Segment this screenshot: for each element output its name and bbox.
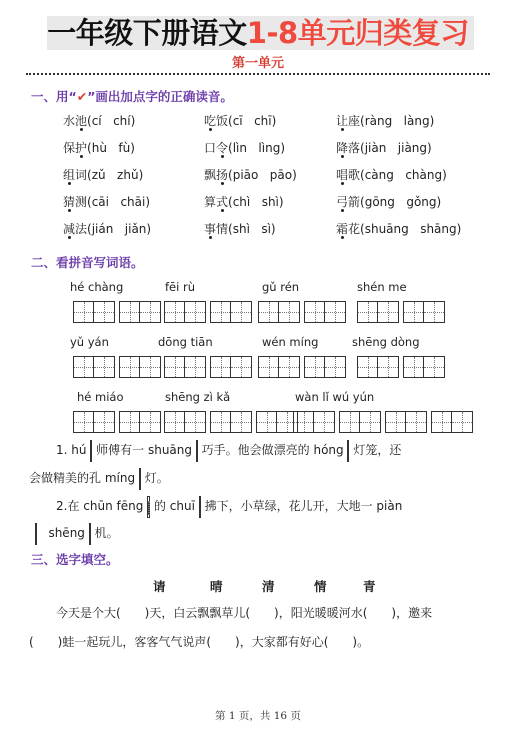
pinyin-label: shén me [357,280,407,294]
candidate-char: 请 [153,579,166,594]
character-box[interactable] [73,411,115,433]
target-word: 组词 [63,168,88,182]
reading-options[interactable]: (jián jiǎn) [87,222,152,236]
reading-options[interactable]: (zǔ zhǔ) [87,168,144,182]
s2-text-c: 拂下，小草绿，花儿开，大地一 piàn [204,499,403,513]
s1-text-f: 灯。 [144,471,169,485]
pronunciation-item [63,194,150,210]
section2-heading: 二、看拼音写词语。 [31,255,144,270]
check-icon: ✔ [76,89,88,104]
pinyin-label: wàn lǐ wú yún [295,390,375,404]
section1-heading [31,89,233,105]
target-word: 减法 [63,222,88,236]
fill-line-2: ( )蛙一起玩儿，客客气气说声( )，大家都有好心( )。 [29,635,370,649]
s2-text-b: 的 chuī [153,499,195,513]
pronunciation-item [336,140,432,156]
pinyin-label: hé miáo [77,390,124,404]
target-word: 猜测 [63,195,88,209]
reading-options[interactable]: (lìn lìng) [228,141,286,155]
character-box[interactable] [339,411,381,433]
sentence-1-line-1 [56,439,401,462]
writing-box[interactable] [139,468,141,490]
target-word: 让座 [336,114,361,128]
target-word: 水池 [63,114,88,128]
s1-text-e: 会做精美的孔 míng [29,471,136,485]
character-box[interactable] [431,411,473,433]
candidate-char: 青 [363,579,376,594]
pronunciation-item [204,221,276,237]
pronunciation-item [63,221,151,237]
candidate-char: 清 [262,579,275,594]
target-word: 保护 [63,141,88,155]
reading-options[interactable]: (hù fù) [87,141,135,155]
character-box[interactable] [304,356,346,378]
character-box[interactable] [304,301,346,323]
pronunciation-item [63,167,143,183]
s1-text-b: 师傅有一 shuāng [96,443,192,457]
writing-box[interactable] [347,440,349,462]
character-box[interactable] [73,301,115,323]
character-box[interactable] [210,411,252,433]
sentence-1-line-2 [29,467,169,490]
reading-options[interactable]: (shuāng shāng) [360,222,462,236]
candidate-char: 情 [314,579,327,594]
pronunciation-item [63,140,135,156]
target-word: 霜花 [336,222,361,236]
target-word: 飘扬 [204,168,229,182]
target-word: 算式 [204,195,229,209]
sentence-2-line-1 [56,495,402,518]
character-box[interactable] [164,356,206,378]
title-part1: 一年级下册语文 [47,16,247,50]
s1-text-c: 巧手。他会做漂亮的 hóng [201,443,344,457]
target-word: 吃饭 [204,114,229,128]
target-word: 口令 [204,141,229,155]
character-box[interactable] [164,301,206,323]
character-box[interactable] [256,411,298,433]
pronunciation-item [336,167,447,183]
s2-text-a: 2.在 chūn fēng [56,499,144,513]
reading-options[interactable]: (ràng làng) [360,114,435,128]
pinyin-label: fēi rù [165,280,195,294]
writing-box[interactable] [147,496,150,518]
section3-heading: 三、选字填空。 [31,552,119,567]
writing-box[interactable] [196,440,198,462]
dotted-divider [26,73,490,75]
character-box[interactable] [164,411,206,433]
pronunciation-item [204,113,276,129]
character-box[interactable] [357,356,399,378]
reading-options[interactable]: (shì sì) [228,222,276,236]
candidate-char: 晴 [210,579,223,594]
reading-options[interactable]: (cī chī) [228,114,277,128]
pronunciation-item [204,140,285,156]
pinyin-label: hé chàng [70,280,124,294]
pinyin-label: shēng dòng [352,335,420,349]
pronunciation-item [63,113,135,129]
pronunciation-item [204,167,297,183]
character-box[interactable] [258,356,300,378]
page-title [0,14,516,52]
reading-options[interactable]: (jiàn jiàng) [360,141,432,155]
character-box[interactable] [119,411,161,433]
section1-heading-post: ”画出加点字的正确读音。 [87,89,233,104]
pinyin-label: gǔ rén [262,280,300,294]
character-box[interactable] [119,301,161,323]
character-box[interactable] [258,301,300,323]
s2-text-d: shēng [48,526,85,540]
fill-line-1: 今天是个大( )天，白云飘飘草儿( )，阳光暖暖河水( )，邀来 [56,606,433,620]
pronunciation-item [204,194,284,210]
reading-options[interactable]: (gōng gǒng) [360,195,442,209]
pinyin-label: dōng tiān [158,335,213,349]
target-word: 唱歌 [336,168,361,182]
unit-label: 第一单元 [231,56,284,71]
pronunciation-item [336,113,434,129]
character-box[interactable] [403,356,445,378]
target-word: 弓箭 [336,195,361,209]
character-box[interactable] [119,356,161,378]
character-box[interactable] [357,301,399,323]
writing-box[interactable] [90,440,92,462]
reading-options[interactable]: (piāo pāo) [228,168,297,182]
character-box[interactable] [210,301,252,323]
pinyin-label: yǔ yán [70,335,109,349]
section1-heading-pre: 一、用“ [31,89,77,104]
reading-options[interactable]: (càng chàng) [360,168,447,182]
page-footer: 第 1 页，共 16 页 [215,710,301,722]
writing-box[interactable] [35,523,37,545]
pronunciation-item [336,221,461,237]
pinyin-label: shēng zì kǎ [165,390,231,404]
title-part2: 1-8单元归类复习 [246,16,469,50]
pinyin-label: wén míng [262,335,319,349]
character-box[interactable] [293,411,335,433]
sentence-2-line-2 [35,522,119,545]
target-word: 事情 [204,222,229,236]
s2-text-e: 机。 [94,526,119,540]
reading-options[interactable]: (chì shì) [228,195,284,209]
reading-options[interactable]: (cí chí) [87,114,136,128]
reading-options[interactable]: (cāi chāi) [87,195,151,209]
pronunciation-item [336,194,441,210]
s1-text-d: 灯笼，还 [353,443,402,457]
s1-text-a: 1. hú [56,443,87,457]
writing-box[interactable] [89,523,91,545]
character-box[interactable] [385,411,427,433]
writing-box[interactable] [199,496,201,518]
character-box[interactable] [73,356,115,378]
character-box[interactable] [403,301,445,323]
character-box[interactable] [210,356,252,378]
target-word: 降落 [336,141,361,155]
